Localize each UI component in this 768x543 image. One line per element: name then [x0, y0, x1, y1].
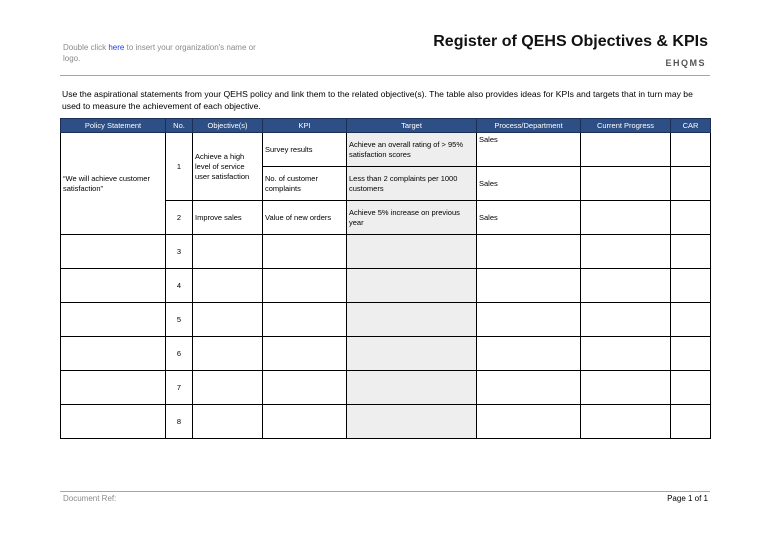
kpi-cell[interactable] [263, 405, 347, 439]
table-row [61, 405, 711, 439]
footer-divider [60, 491, 710, 492]
progress-cell[interactable] [581, 167, 671, 201]
process-cell[interactable]: Sales [477, 167, 581, 201]
car-cell[interactable] [671, 133, 711, 167]
col-header-kpi: KPI [263, 119, 347, 133]
col-header-target: Target [347, 119, 477, 133]
objective-cell[interactable] [193, 235, 263, 269]
brand-label: EHQMS [665, 58, 706, 68]
objective-cell[interactable]: Improve sales [193, 201, 263, 235]
col-header-no: No. [166, 119, 193, 133]
col-header-current-progress: Current Progress [581, 119, 671, 133]
process-cell[interactable] [477, 235, 581, 269]
process-cell[interactable] [477, 405, 581, 439]
note-suffix: to insert your organization's name or logo. [63, 43, 256, 63]
progress-cell[interactable] [581, 201, 671, 235]
kpi-cell[interactable] [263, 269, 347, 303]
policy-statement-cell[interactable] [61, 371, 166, 405]
car-cell[interactable] [671, 167, 711, 201]
target-cell[interactable] [347, 337, 477, 371]
car-cell[interactable] [671, 337, 711, 371]
process-cell[interactable] [477, 371, 581, 405]
col-header-car: CAR [671, 119, 711, 133]
kpi-cell[interactable] [263, 235, 347, 269]
row-number-cell: 3 [166, 235, 193, 269]
process-cell[interactable] [477, 303, 581, 337]
objective-cell[interactable] [193, 269, 263, 303]
kpi-cell[interactable]: Value of new orders [263, 201, 347, 235]
target-cell[interactable] [347, 235, 477, 269]
target-cell[interactable]: Less than 2 complaints per 1000 customers [347, 167, 477, 201]
table-row [61, 269, 711, 303]
kpi-cell[interactable] [263, 303, 347, 337]
row-number-cell: 2 [166, 201, 193, 235]
process-cell[interactable]: Sales [477, 133, 581, 167]
row-number-cell: 1 [166, 133, 193, 201]
insert-logo-link[interactable]: here [108, 43, 125, 52]
policy-statement-cell[interactable]: “We will achieve customer satisfaction” [61, 133, 166, 235]
objective-cell[interactable]: Achieve a high level of service user satisfaction [193, 133, 263, 201]
target-cell[interactable] [347, 405, 477, 439]
col-header-process-department: Process/Department [477, 119, 581, 133]
car-cell[interactable] [671, 405, 711, 439]
note-prefix: Double click [63, 43, 109, 52]
logo-placeholder-note[interactable] [63, 42, 263, 64]
car-cell[interactable] [671, 371, 711, 405]
table-header-row [61, 119, 711, 133]
kpi-cell[interactable] [263, 337, 347, 371]
page-number: Page 1 of 1 [667, 494, 708, 503]
row-number-cell: 4 [166, 269, 193, 303]
kpi-cell[interactable] [263, 371, 347, 405]
process-cell[interactable] [477, 269, 581, 303]
intro-text: Use the aspirational statements from your QEHS policy and link them to the related objective(s). The table also provides ideas for KPIs and targets that in turn may be used to measure the achievement of each objective. [62, 89, 693, 111]
objective-cell[interactable] [193, 337, 263, 371]
table-row [61, 303, 711, 337]
col-header-policy-statement: Policy Statement [61, 119, 166, 133]
car-cell[interactable] [671, 269, 711, 303]
kpi-cell[interactable]: Survey results [263, 133, 347, 167]
progress-cell[interactable] [581, 133, 671, 167]
table-row [61, 235, 711, 269]
progress-cell[interactable] [581, 371, 671, 405]
objective-cell[interactable] [193, 371, 263, 405]
objective-cell[interactable] [193, 405, 263, 439]
table-row [61, 371, 711, 405]
process-cell[interactable]: Sales [477, 201, 581, 235]
page-title: Register of QEHS Objectives & KPIs [433, 33, 708, 50]
target-cell[interactable]: Achieve an overall rating of > 95% satisfaction scores [347, 133, 477, 167]
objective-cell[interactable] [193, 303, 263, 337]
table-row [61, 133, 711, 167]
objectives-register-table [60, 118, 711, 439]
car-cell[interactable] [671, 235, 711, 269]
policy-statement-cell[interactable] [61, 235, 166, 269]
progress-cell[interactable] [581, 405, 671, 439]
car-cell[interactable] [671, 201, 711, 235]
car-cell[interactable] [671, 303, 711, 337]
header-divider [60, 75, 710, 76]
row-number-cell: 5 [166, 303, 193, 337]
process-cell[interactable] [477, 337, 581, 371]
document-ref-label: Document Ref: [63, 494, 117, 503]
kpi-cell[interactable]: No. of customer complaints [263, 167, 347, 201]
policy-statement-cell[interactable] [61, 269, 166, 303]
policy-statement-cell[interactable] [61, 303, 166, 337]
target-cell[interactable] [347, 269, 477, 303]
row-number-cell: 7 [166, 371, 193, 405]
policy-statement-cell[interactable] [61, 405, 166, 439]
policy-statement-cell[interactable] [61, 337, 166, 371]
target-cell[interactable] [347, 303, 477, 337]
progress-cell[interactable] [581, 303, 671, 337]
progress-cell[interactable] [581, 337, 671, 371]
progress-cell[interactable] [581, 235, 671, 269]
target-cell[interactable]: Achieve 5% increase on previous year [347, 201, 477, 235]
target-cell[interactable] [347, 371, 477, 405]
row-number-cell: 8 [166, 405, 193, 439]
col-header-objectives: Objective(s) [193, 119, 263, 133]
table-row [61, 337, 711, 371]
progress-cell[interactable] [581, 269, 671, 303]
row-number-cell: 6 [166, 337, 193, 371]
